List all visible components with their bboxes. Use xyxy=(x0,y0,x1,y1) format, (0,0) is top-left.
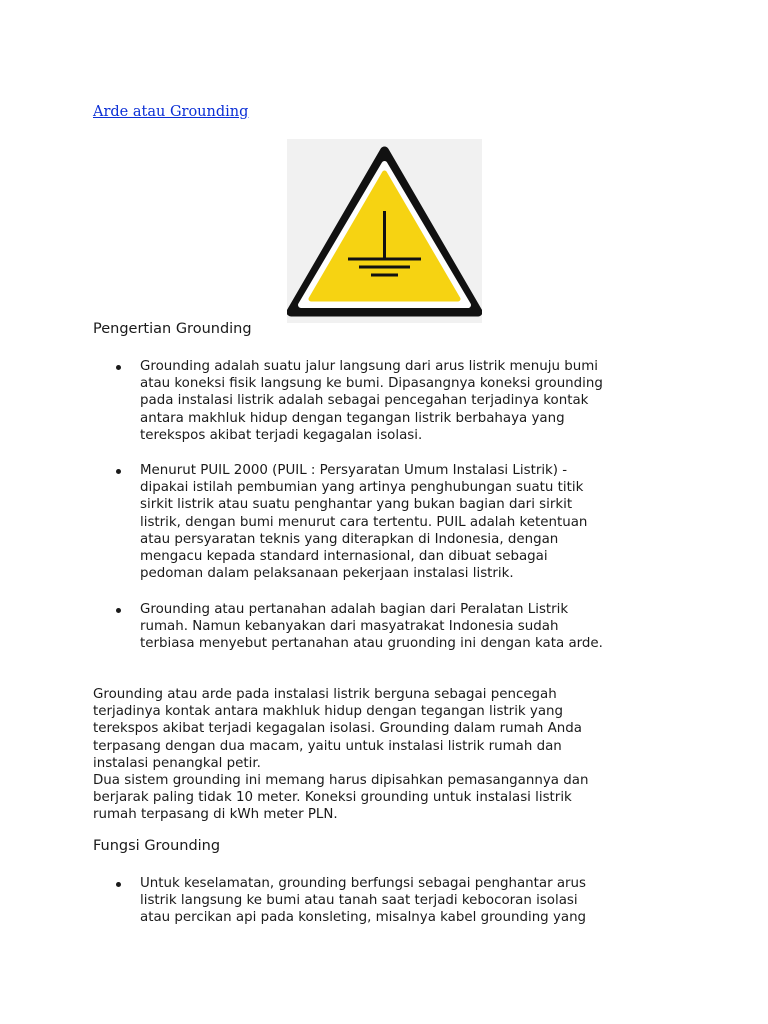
section-heading-fungsi: Fungsi Grounding xyxy=(93,838,221,854)
text-line: terpasang dengan dua macam, yaitu untuk instalasi listrik rumah dan xyxy=(93,738,562,754)
text-line: antara makhluk hidup dengan tegangan listrik berbahaya yang xyxy=(140,410,565,426)
text-line: terekspos akibat terjadi kegagalan isolasi. xyxy=(140,427,423,443)
text-line: instalasi penangkal petir. xyxy=(93,755,261,771)
list-item xyxy=(93,601,713,653)
grounding-warning-sign-image xyxy=(287,139,482,323)
text-line: atau koneksi fisik langsung ke bumi. Dipasangnya koneksi grounding xyxy=(140,376,603,392)
text-line: rumah terpasang di kWh meter PLN. xyxy=(93,807,338,823)
text-line: pedoman dalam pelaksanaan pekerjaan instalasi listrik. xyxy=(140,566,514,582)
text-line: terekspos akibat terjadi kegagalan isolasi. Grounding dalam rumah Anda xyxy=(93,721,582,737)
pertanahan-bullet-list xyxy=(93,601,713,653)
text-line: terjadinya kontak antara makhluk hidup dengan tegangan listrik yang xyxy=(93,704,564,720)
text-line: mengacu kepada standard internasional, dan dibuat sebagai xyxy=(140,549,548,565)
text-line: Grounding adalah suatu jalur langsung dari arus listrik menuju bumi xyxy=(140,359,598,374)
text-line: listrik, dengan bumi menurut cara tertentu. PUIL adalah ketentuan xyxy=(140,514,588,530)
text-line: Menurut PUIL 2000 (PUIL : Persyaratan Umum Instalasi Listrik) - xyxy=(140,463,568,478)
section-heading-pengertian: Pengertian Grounding xyxy=(93,321,252,337)
text-line: pada instalasi listrik adalah sebagai pencegahan terjadinya kontak xyxy=(140,393,589,409)
text-line: sirkit listrik atau suatu penghantar yang bukan bagian dari sirkit xyxy=(140,497,573,513)
list-item xyxy=(93,462,713,582)
body-paragraph xyxy=(93,686,693,824)
list-item xyxy=(93,358,713,444)
text-line: berjarak paling tidak 10 meter. Koneksi grounding untuk instalasi listrik xyxy=(93,790,572,806)
list-item xyxy=(93,875,713,927)
text-line: Dua sistem grounding ini memang harus dipisahkan pemasangannya dan xyxy=(93,773,589,789)
pengertian-bullet-list xyxy=(93,358,713,444)
text-line: Grounding atau pertanahan adalah bagian dari Peralatan Listrik xyxy=(140,602,569,617)
text-line: rumah. Namun kebanyakan dari masyatrakat Indonesia sudah xyxy=(140,619,559,635)
text-line: dipakai istilah pembumian yang artinya penghubungan suatu titik xyxy=(140,480,584,496)
text-line: terbiasa menyebut pertanahan atau gruonding ini dengan kata arde. xyxy=(140,636,603,652)
fungsi-bullet-list xyxy=(93,875,713,927)
bullet-icon xyxy=(116,608,121,613)
text-line: atau persyaratan teknis yang diterapkan di Indonesia, dengan xyxy=(140,531,559,547)
title-link[interactable]: Arde atau Grounding xyxy=(93,104,249,120)
text-line: Grounding atau arde pada instalasi listrik berguna sebagai pencegah xyxy=(93,687,557,702)
bullet-icon xyxy=(116,882,121,887)
grounding-warning-sign-icon xyxy=(287,139,482,323)
bullet-icon xyxy=(116,365,121,370)
bullet-icon xyxy=(116,469,121,474)
text-line: atau percikan api pada konsleting, misalnya kabel grounding yang xyxy=(140,910,587,926)
puil-bullet-list xyxy=(93,462,713,582)
text-line: listrik langsung ke bumi atau tanah saat terjadi kebocoran isolasi xyxy=(140,893,578,909)
text-line: Untuk keselamatan, grounding berfungsi sebagai penghantar arus xyxy=(140,876,587,891)
